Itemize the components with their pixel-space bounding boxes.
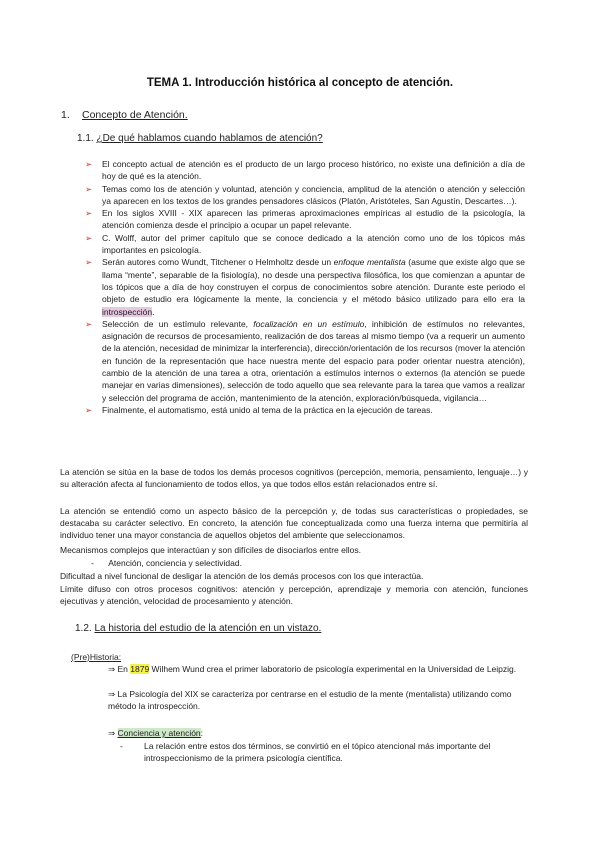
list-item: ➢ El concepto actual de atención es el producto de un largo proceso histórico, no existe una definición a día de hoy de qué es la atención. xyxy=(85,159,525,182)
arrow-bullet-icon: ➢ xyxy=(85,257,93,268)
dash-item: - La relación entre estos dos términos, se convirtió en el tópico atencional más importante del introspeccionismo de la primera psicología científica. xyxy=(120,741,491,764)
subsection-label: La historia del estudio de la atención en un vistazo. xyxy=(94,623,322,634)
arrow-item: ⇒ En 1879 Wilhem Wund crea el primer laboratorio de psicología experimental en la Universidad de Leipzig. xyxy=(108,664,517,674)
arrow-bullet-icon: ➢ xyxy=(85,208,93,219)
list-item: ➢ Temas como los de atención y voluntad, atención y conciencia, amplitud de la atención o atención y selección ya aparecen en los textos de los grandes pensadores clásicos (Platón, Aristóteles, San Agustín, Descartes…). xyxy=(85,183,525,206)
subsection-heading-1-1 xyxy=(77,133,323,144)
double-arrow-icon: ⇒ xyxy=(108,689,116,699)
bullet-list xyxy=(85,158,525,416)
double-arrow-icon: ⇒ xyxy=(108,728,116,738)
list-item: ➢ Selección de un estímulo relevante, focalización en un estímulo, inhibición de estímulos no relevantes, asignación de recursos de procesamiento, realización de dos tareas al mismo tiempo (va a requerir un aumento de la atención, necesidad de minimizar la interferencia), dirección/orientación de los recursos (mover la atención en función de la representación que hace nuestra mente del espacio para poder orientar nuestra atención), cambio de la atención de una tarea a otra, orientación a estímulos internos o externos (la atención se puede manejar en varias dimensiones), selección de todo aquello que sea relevante para la tarea que vamos a realizar y selección del programa de acción, mantenimiento de la atención, exploración/búsqueda, vigilancia… xyxy=(85,318,525,403)
arrow-bullet-icon: ➢ xyxy=(85,232,93,243)
highlighted-term: introspección xyxy=(102,306,153,317)
page-title: TEMA 1. Introducción histórica al concepto de atención. xyxy=(146,77,454,89)
list-item: ➢ Serán autores como Wundt, Titchener o Helmholtz desde un enfoque mentalista (asume que existe algo que se llama “mente”, separable de la fisiología), no desde una perspectiva filosófica, los que comienzan a apuntar de los tópicos que a día de hoy construyen el corpus de conocimientos sobre atención. Durante este periodo el objeto de estudio era lógicamente la mente, la conciencia y el método básico utilizado para ello era la introspección. xyxy=(85,257,525,317)
list-item: ➢ C. Wolff, autor del primer capítulo que se conoce dedicado a la atención como uno de los tópicos más importantes en psicología. xyxy=(85,232,525,256)
list-item: ➢ Finalmente, el automatismo, está unido al tema de la práctica en la ejecución de tareas. xyxy=(85,404,433,415)
section-label: Concepto de Atención. xyxy=(82,109,188,121)
subsection-number: 1.1. xyxy=(77,133,94,144)
arrow-bullet-icon: ➢ xyxy=(85,159,93,169)
subsection-number: 1.2. xyxy=(75,623,92,634)
paragraph: Límite difuso con otros procesos cognitivos: atención y percepción, aprendizaje y memoria con atención, funciones ejecutivas y atención, velocidad de procesamiento y atención. xyxy=(60,584,528,607)
arrow-bullet-icon: ➢ xyxy=(85,183,93,194)
dash-item: - Atención, conciencia y selectividad. xyxy=(91,558,242,568)
dash-marker: - xyxy=(91,558,94,568)
arrow-item: ⇒ Conciencia y atención: xyxy=(108,728,204,738)
arrow-item: ⇒ La Psicología del XIX se caracteriza por centrarse en el estudio de la mente (mentalista) utilizando como método la introspección. xyxy=(108,689,512,712)
double-arrow-icon: ⇒ xyxy=(108,664,116,674)
subsection-heading-1-2 xyxy=(75,623,321,634)
highlighted-topic: Conciencia y atención xyxy=(117,728,201,738)
list-item: ➢ En los siglos XVIII - XIX aparecen las primeras aproximaciones empíricas al estudio de la psicología, la atención comienza desde el principio a ocupar un papel relevante. xyxy=(85,208,525,231)
paragraph: Dificultad a nivel funcional de desligar la atención de los demás procesos con los que interactúa. xyxy=(60,571,424,581)
dash-marker: - xyxy=(120,741,123,751)
arrow-bullet-icon: ➢ xyxy=(85,404,93,415)
paragraph: La atención se entendió como un aspecto básico de la percepción y, de todas sus características o propiedades, se destacaba su carácter selectivo. En concreto, la atención fue conceptualizada como una fuerza interna que permitiría al individuo tener una mayor constancia de aquellos objetos del ambiente que seleccionamos. xyxy=(60,506,528,541)
arrow-bullet-icon: ➢ xyxy=(85,318,93,329)
paragraph: La atención se sitúa en la base de todos los demás procesos cognitivos (percepción, memoria, pensamiento, lenguaje…) y su alteración afecta al funcionamiento de todos ellos, ya que todos ellos están relacionados entre sí. xyxy=(60,467,528,490)
section-number: 1. xyxy=(61,109,70,121)
subsection-label: ¿De qué hablamos cuando hablamos de atención? xyxy=(96,133,323,144)
highlighted-year: 1879 xyxy=(130,664,150,674)
section-heading-1 xyxy=(61,109,188,121)
paragraph: Mecanismos complejos que interactúan y son difíciles de disociarlos entre ellos. xyxy=(60,545,361,555)
prehistoria-heading: (Pre)Historia: xyxy=(71,652,122,662)
